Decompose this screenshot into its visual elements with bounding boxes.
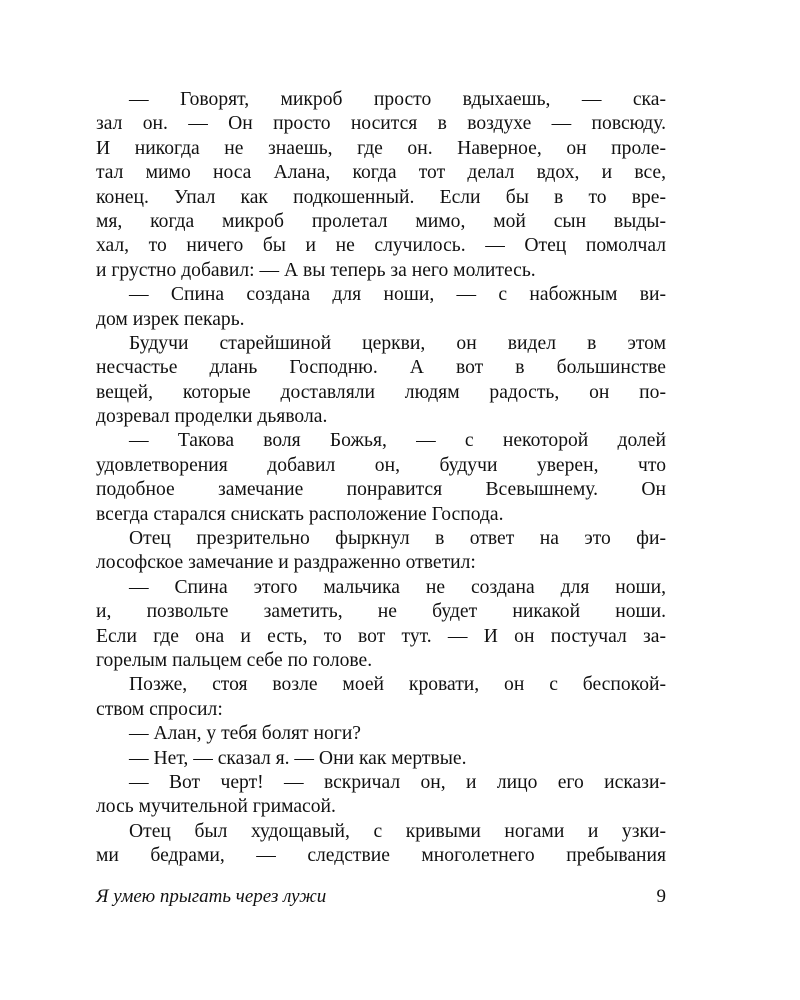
text-line: горелым пальцем себе по голове.	[96, 649, 373, 671]
text-line: лось мучительной гримасой.	[96, 796, 336, 818]
page-text-block	[96, 88, 666, 869]
text-line: вещей, которые доставляли людям радость, он по-	[96, 381, 666, 403]
text-line: и, позвольте заметить, не будет никакой ноши.	[96, 601, 666, 623]
text-line: лософское замечание и раздраженно ответил:	[96, 552, 476, 574]
text-line: подобное замечание понравится Всевышнему. Он	[96, 479, 666, 501]
page-footer	[96, 886, 666, 912]
text-line: мя, когда микроб пролетал мимо, мой сын выды-	[96, 210, 666, 232]
text-line: И никогда не знаешь, где он. Наверное, он проле-	[96, 137, 666, 159]
text-line: ством спросил:	[96, 698, 223, 720]
text-line: — Нет, — сказал я. — Они как мертвые.	[129, 747, 467, 769]
text-line: Если где она и есть, то вот тут. — И он постучал за-	[96, 625, 666, 647]
text-line: всегда старался снискать расположение Господа.	[96, 503, 504, 525]
text-line: удовлетворения добавил он, будучи уверен, что	[96, 454, 666, 476]
text-line: хал, то ничего бы и не случилось. — Отец помолчал	[96, 235, 666, 257]
text-line: ми бедрами, — следствие многолетнего пребывания	[96, 845, 666, 867]
text-line: — Такова воля Божья, — с некоторой долей	[129, 430, 666, 452]
text-line: конец. Упал как подкошенный. Если бы в то вре-	[96, 186, 666, 208]
page-number: 9	[656, 886, 666, 907]
text-line: — Спина создана для ноши, — с набожным ви-	[129, 284, 666, 306]
text-line: дозревал проделки дьявола.	[96, 406, 328, 428]
text-line: — Алан, у тебя болят ноги?	[129, 723, 362, 745]
running-title: Я умею прыгать через лужи	[96, 886, 327, 907]
text-line: и грустно добавил: — А вы теперь за него молитесь.	[96, 259, 536, 281]
text-line: — Говорят, микроб просто вдыхаешь, — ска-	[129, 89, 666, 110]
text-line: тал мимо носа Алана, когда тот делал вдох, и все,	[96, 162, 666, 184]
text-line: несчастье длань Господню. А вот в большинстве	[96, 357, 666, 379]
text-line: — Спина этого мальчика не создана для ноши,	[129, 576, 666, 598]
text-line: Отец презрительно фыркнул в ответ на это фи-	[129, 528, 666, 550]
text-line: зал он. — Он просто носится в воздухе — повсюду.	[96, 113, 666, 135]
text-line: — Вот черт! — вскричал он, и лицо его искази-	[129, 771, 666, 793]
text-line: дом изрек пекарь.	[96, 308, 245, 330]
text-line: Позже, стоя возле моей кровати, он с беспокой-	[129, 674, 666, 696]
text-line: Будучи старейшиной церкви, он видел в этом	[129, 332, 666, 354]
text-line: Отец был худощавый, с кривыми ногами и узки-	[129, 820, 666, 842]
